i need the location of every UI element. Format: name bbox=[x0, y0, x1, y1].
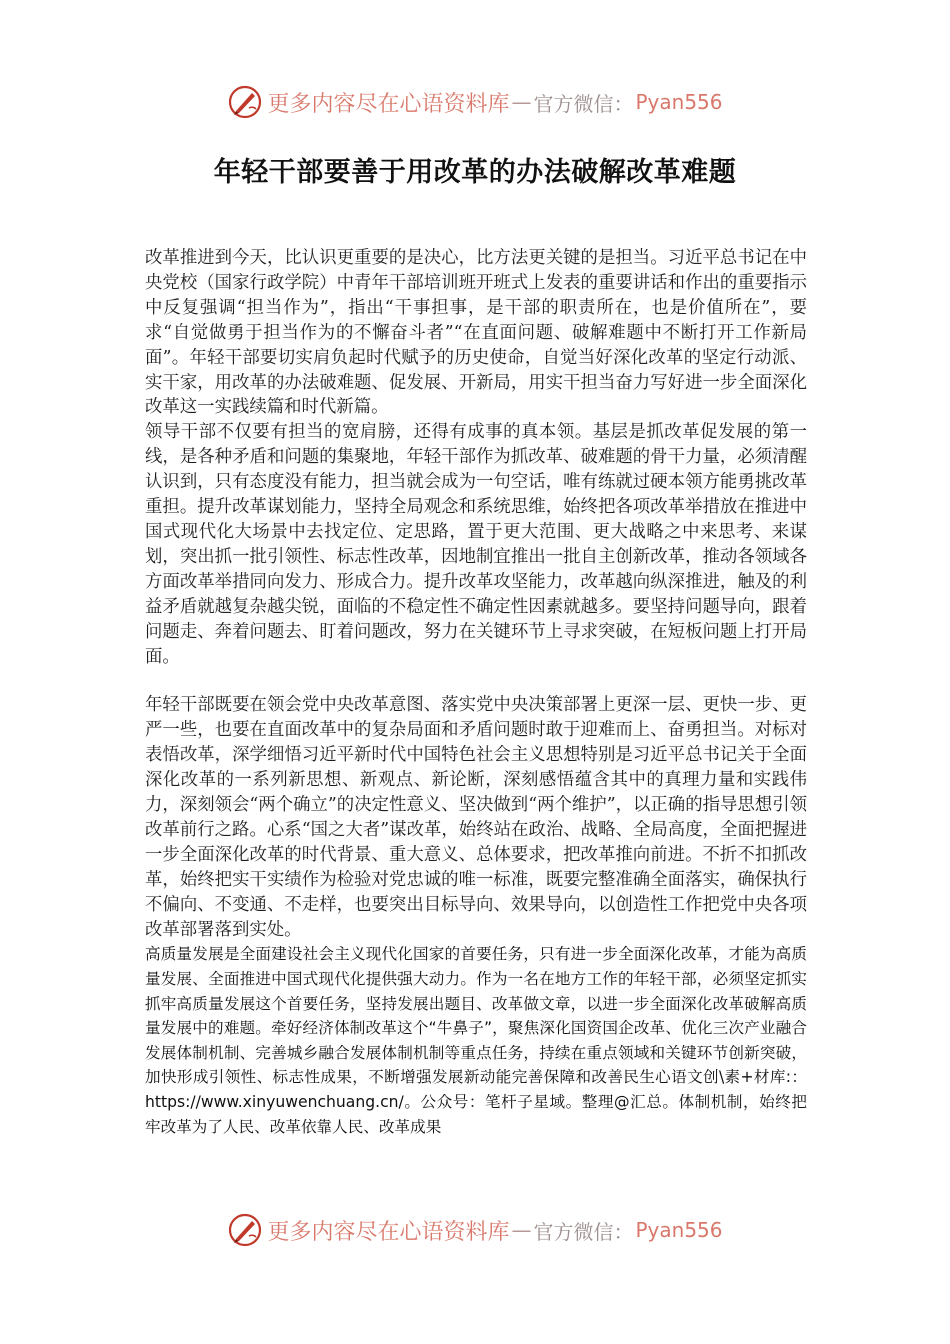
banner-wechat-label: 官方微信： bbox=[533, 1219, 634, 1244]
document-title: 年轻干部要善于用改革的办法破解改革难题 bbox=[213, 157, 737, 188]
document-body bbox=[145, 246, 807, 1139]
banner-dash: — bbox=[511, 90, 532, 114]
body-paragraph: 改革推进到今天，比认识更重要的是决心，比方法更关键的是担当。习近平总书记在中央党校（国家行政学院）中青年干部培训班开班式上发表的重要讲话和作出的重要指示中反复强调“担当作为”，指出“干事担事，是干部的职责所在，也是价值所在”，要求“自觉做勇于担当作为的不懈奋斗者”“在直面问题、破解难题中不断打开工作新局面”。年轻干部要切实肩负起时代赋予的历史使命，自觉当好深化改革的坚定行动派、实干家，用改革的办法破难题、促发展、开新局，用实干担当奋力写好进一步全面深化改革这一实践续篇和时代新篇。 bbox=[145, 248, 807, 418]
body-paragraph: 领导干部不仅要有担当的宽肩膀，还得有成事的真本领。基层是抓改革促发展的第一线，是各种矛盾和问题的集聚地，年轻干部作为抓改革、破难题的骨干力量，必须清醒认识到，只有态度没有能力，担当就会成为一句空话，唯有练就过硬本领方能勇挑改革重担。提升改革谋划能力，坚持全局观念和系统思维，始终把各项改革举措放在推进中国式现代化大场景中去找定位、定思路，置于更大范围、更大战略之中来思考、来谋划，突出抓一批引领性、标志性改革，因地制宜推出一批自主创新改革，推动各领域各方面改革举措同向发力、形成合力。提升改革攻坚能力，改革越向纵深推进，触及的利益矛盾就越复杂越尖锐，面临的不稳定性不确定性因素就越多。要坚持问题导向，跟着问题走、奔着问题去、盯着问题改，努力在关键环节上寻求突破，在短板问题上打开局面。 bbox=[145, 422, 807, 667]
banner-brand-text: 更多内容尽在心语资料库 bbox=[267, 1219, 510, 1245]
pen-logo-icon bbox=[227, 1212, 263, 1248]
banner-brand-text: 更多内容尽在心语资料库 bbox=[267, 91, 510, 117]
banner-wechat-label: 官方微信： bbox=[533, 91, 634, 116]
body-paragraph: 高质量发展是全面建设社会主义现代化国家的首要任务，只有进一步全面深化改革，才能为高质量发展、全面推进中国式现代化提供强大动力。作为一名在地方工作的年轻干部，必须坚定抓实抓牢高质量发展这个首要任务，坚持发展出题目、改革做文章，以进一步全面深化改革破解高质量发展中的难题。牵好经济体制改革这个“牛鼻子”，聚焦深化国资国企改革、优化三次产业融合发展体制机制、完善城乡融合发展体制机制等重点任务，持续在重点领域和关键环节创新突破，加快形成引领性、标志性成果，不断增强发展新动能完善保障和改善民生心语文创\素+材库:：https://www.xinyuwenchuang.cn/。公众号：笔杆子星域。整理@汇总。体制机制，始终把牢改革为了人民、改革依靠人民、改革成果 bbox=[145, 945, 807, 1136]
banner-wechat-id: Pyan556 bbox=[635, 90, 723, 114]
body-paragraph: 年轻干部既要在领会党中央改革意图、落实党中央决策部署上更深一层、更快一步、更严一些，也要在直面改革中的复杂局面和矛盾问题时敢于迎难而上、奋勇担当。对标对表悟改革，深学细悟习近平新时代中国特色社会主义思想特别是习近平总书记关于全面深化改革的一系列新思想、新观点、新论断，深刻感悟蕴含其中的真理力量和实践伟力，深刻领会“两个确立”的决定性意义、坚决做到“两个维护”，以正确的指导思想引领改革前行之路。心系“国之大者”谋改革，始终站在政治、战略、全局高度，全面把握进一步全面深化改革的时代背景、重大意义、总体要求，把改革推向前进。不折不扣抓改革，始终把实干实绩作为检验对党忠诚的唯一标准，既要完整准确全面落实，确保执行不偏向、不变通、不走样，也要突出目标导向、效果导向，以创造性工作把党中央各项改革部署落到实处。 bbox=[145, 695, 807, 940]
banner-wechat-id: Pyan556 bbox=[635, 1218, 723, 1242]
header-watermark-banner bbox=[0, 80, 950, 124]
footer-watermark-banner bbox=[0, 1208, 950, 1252]
banner-dash: — bbox=[511, 1218, 532, 1242]
pen-logo-icon bbox=[227, 84, 263, 120]
